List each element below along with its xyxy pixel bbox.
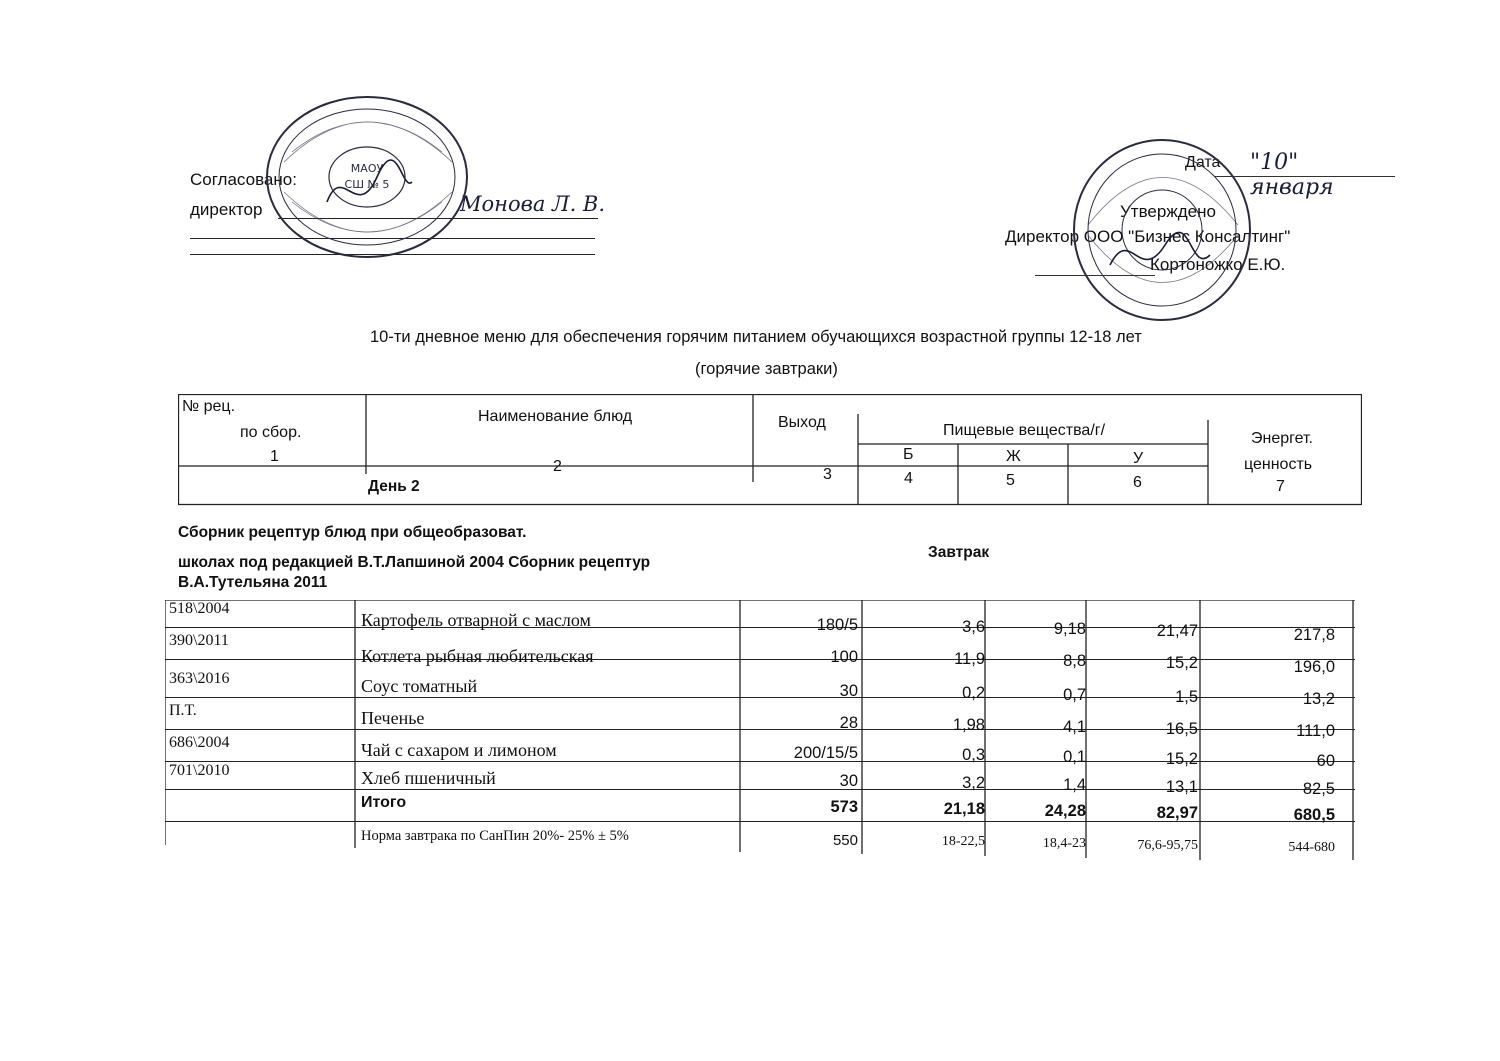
header-sub-u: У xyxy=(1133,450,1144,467)
header-num-5: 5 xyxy=(1006,472,1015,489)
menu-data-table xyxy=(165,600,1355,860)
page-title: 10-ти дневное меню для обеспечения горячим питанием обучающихся возрастной группы 12-18 лет xyxy=(370,328,1142,346)
header-grid xyxy=(178,394,1362,506)
recipe-code: 518\2004 xyxy=(169,600,230,617)
header-num-4: 4 xyxy=(904,470,913,487)
header-energy-line2: ценность xyxy=(1244,456,1313,473)
source-line-3: В.А.Тутельяна 2011 xyxy=(178,574,328,591)
dish-name: Чай с сахаром и лимоном xyxy=(361,740,557,760)
source-line-2: школах под редакцией В.Т.Лапшиной 2004 Сборник рецептур xyxy=(178,554,651,571)
fat-value: 8,8 xyxy=(1063,652,1086,670)
total-label: Итого xyxy=(361,794,407,811)
page-subtitle: (горячие завтраки) xyxy=(695,360,838,378)
total-yield: 573 xyxy=(830,798,858,816)
dish-name: Котлета рыбная любительская xyxy=(361,646,594,666)
carbs-value: 15,2 xyxy=(1165,654,1198,672)
table-row xyxy=(165,762,1355,798)
norm-energy: 544-680 xyxy=(1288,840,1335,855)
dish-yield: 180/5 xyxy=(816,616,858,634)
dish-name: Картофель отварной с маслом xyxy=(361,610,591,630)
dish-name: Соус томатный xyxy=(361,676,478,696)
header-energy-line1: Энергет. xyxy=(1251,430,1313,447)
approved-name: Кортоножко Е.Ю. xyxy=(1150,255,1286,274)
header-code-line2: по сбор. xyxy=(240,424,302,441)
energy-value: 111,0 xyxy=(1296,722,1335,740)
agreed-label: Согласовано: xyxy=(190,170,297,189)
source-line-1: Сборник рецептур блюд при общеобразоват. xyxy=(178,524,527,541)
protein-value: 0,3 xyxy=(962,746,985,764)
approved-role: Директор ООО "Бизнес Консалтинг" xyxy=(1005,227,1291,246)
dish-yield: 30 xyxy=(839,772,858,790)
energy-value: 13,2 xyxy=(1302,690,1335,708)
carbs-value: 16,5 xyxy=(1165,720,1198,738)
header-num-1: 1 xyxy=(270,448,279,465)
header-nutrients: Пищевые вещества/г/ xyxy=(943,422,1106,439)
svg-text:СШ № 5: СШ № 5 xyxy=(344,178,390,191)
protein-value: 1,98 xyxy=(952,716,985,734)
company-stamp xyxy=(1070,135,1255,325)
total-fat: 24,28 xyxy=(1044,802,1086,820)
table-row xyxy=(165,670,1355,708)
date-label: Дата xyxy=(1185,154,1221,171)
school-stamp xyxy=(262,92,472,262)
header-yield: Выход xyxy=(778,414,826,431)
carbs-value: 21,47 xyxy=(1156,622,1198,640)
norm-yield: 550 xyxy=(832,832,858,849)
table-row xyxy=(165,734,1355,770)
protein-value: 3,6 xyxy=(962,618,985,636)
energy-value: 60 xyxy=(1316,752,1335,770)
dish-name: Печенье xyxy=(361,708,425,728)
norm-row xyxy=(165,826,1355,853)
carbs-value: 15,2 xyxy=(1165,750,1198,768)
agreed-signature-name: Монова Л. В. xyxy=(460,192,606,216)
date-value: "10" января xyxy=(1250,150,1334,200)
table-row xyxy=(165,632,1355,676)
header-name: Наименование блюд xyxy=(478,408,633,425)
carbs-value: 1,5 xyxy=(1175,688,1198,706)
svg-text:МАОУ: МАОУ xyxy=(350,162,384,175)
dish-yield: 30 xyxy=(839,682,858,700)
recipe-code: 701\2010 xyxy=(169,762,230,779)
agreed-role: директор xyxy=(190,200,263,219)
recipe-code: 686\2004 xyxy=(169,734,230,751)
norm-carbs: 76,6-95,75 xyxy=(1137,838,1198,853)
norm-label: Норма завтрака по СанПин 20%- 25% ± 5% xyxy=(361,828,629,844)
recipe-code: 363\2016 xyxy=(169,670,230,687)
dish-yield: 200/15/5 xyxy=(793,744,858,762)
fat-value: 9,18 xyxy=(1053,620,1086,638)
total-protein: 21,18 xyxy=(943,800,985,818)
protein-value: 11,9 xyxy=(954,650,985,668)
header-sub-j: Ж xyxy=(1006,448,1021,465)
protein-value: 3,2 xyxy=(962,774,985,792)
header-num-3: 3 xyxy=(823,466,832,483)
header-num-6: 6 xyxy=(1133,474,1142,491)
total-carbs: 82,97 xyxy=(1156,804,1198,822)
fat-value: 0,1 xyxy=(1063,748,1086,766)
fat-value: 0,7 xyxy=(1063,686,1086,704)
energy-value: 82,5 xyxy=(1302,780,1335,798)
energy-value: 196,0 xyxy=(1293,658,1335,676)
dish-yield: 28 xyxy=(839,714,858,732)
total-energy: 680,5 xyxy=(1293,806,1335,824)
recipe-code: П.Т. xyxy=(169,702,197,719)
total-row xyxy=(165,794,1355,822)
header-sub-b: Б xyxy=(903,446,914,463)
carbs-value: 13,1 xyxy=(1165,778,1198,796)
fat-value: 4,1 xyxy=(1063,718,1086,736)
header-num-7: 7 xyxy=(1276,478,1285,495)
dish-name: Хлеб пшеничный xyxy=(361,768,496,788)
table-row xyxy=(165,702,1355,740)
fat-value: 1,4 xyxy=(1063,776,1086,794)
header-num-2: 2 xyxy=(553,458,562,475)
protein-value: 0,2 xyxy=(962,684,985,702)
header-code-line1: № рец. xyxy=(182,398,236,415)
recipe-code: 390\2011 xyxy=(169,632,229,649)
meal-label: Завтрак xyxy=(928,544,990,561)
menu-header-table xyxy=(178,394,1362,506)
norm-protein: 18-22,5 xyxy=(941,834,985,849)
dish-yield: 100 xyxy=(830,648,858,666)
day-label: День 2 xyxy=(368,478,420,495)
energy-value: 217,8 xyxy=(1293,626,1335,644)
approved-label: Утверждено xyxy=(1120,202,1216,221)
norm-fat: 18,4-23 xyxy=(1042,836,1086,851)
